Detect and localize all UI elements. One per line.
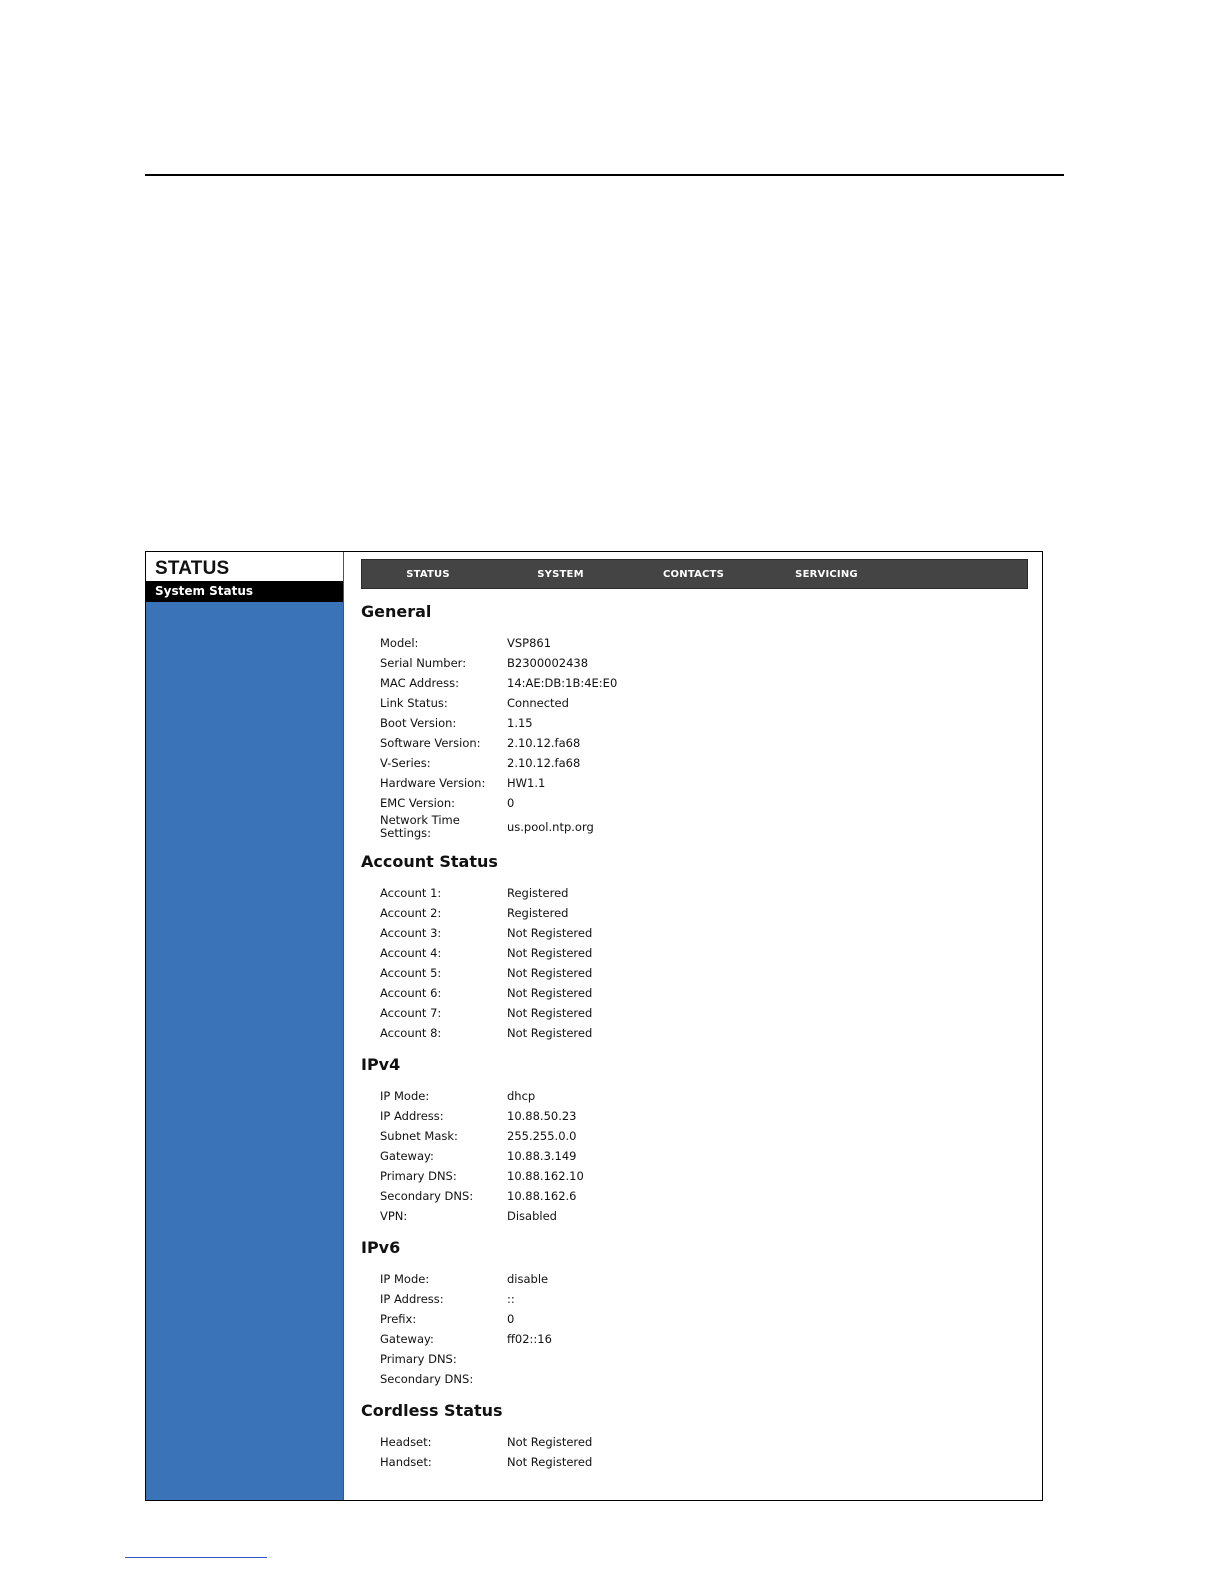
info-row-ipv6-secondary-dns: [380, 1369, 1042, 1389]
row-label: Gateway:: [380, 1148, 434, 1163]
row-label: Primary DNS:: [380, 1168, 457, 1183]
section-title-ipv6: IPv6: [361, 1238, 401, 1257]
row-value: ::: [507, 1292, 515, 1306]
section-account-status: [361, 852, 1042, 1043]
info-row-account-8: [380, 1023, 1042, 1043]
row-value: Not Registered: [507, 1455, 593, 1469]
info-row-ipv4-primary-dns: [380, 1166, 1042, 1186]
row-label: MAC Address:: [380, 675, 459, 690]
info-row-ipv4-gateway: [380, 1146, 1042, 1166]
info-row-headset: [380, 1432, 1042, 1452]
info-row-link-status: [380, 693, 1042, 713]
row-value: 0: [507, 796, 515, 810]
row-label: Account 3:: [380, 925, 442, 940]
info-row-ipv6-primary-dns: [380, 1349, 1042, 1369]
web-ui-screenshot: [145, 551, 1043, 1501]
info-row-mac-address: [380, 673, 1042, 693]
row-value: dhcp: [507, 1089, 536, 1103]
row-label: [380, 814, 507, 840]
page-header-rule: [145, 174, 1064, 176]
row-value: Connected: [507, 696, 569, 710]
row-label: Model:: [380, 635, 419, 650]
info-row-account-1: [380, 883, 1042, 903]
row-label: Prefix:: [380, 1311, 417, 1326]
section-ipv4: [361, 1055, 1042, 1226]
row-value: HW1.1: [507, 776, 546, 790]
row-label-line1: Network Time: [380, 812, 460, 827]
ipv4-rows: [380, 1086, 1042, 1226]
info-row-software-version: [380, 733, 1042, 753]
row-value: Not Registered: [507, 926, 593, 940]
ipv6-rows: [380, 1269, 1042, 1389]
sidebar: [146, 552, 344, 1500]
info-row-ipv4-vpn: [380, 1206, 1042, 1226]
row-value: Disabled: [507, 1209, 557, 1223]
row-label: Account 8:: [380, 1025, 442, 1040]
row-label: VPN:: [380, 1208, 408, 1223]
info-row-v-series: [380, 753, 1042, 773]
row-value: B2300002438: [507, 656, 589, 670]
row-value: ff02::16: [507, 1332, 552, 1346]
row-value: us.pool.ntp.org: [507, 819, 594, 834]
info-row-network-time-settings: [380, 813, 1042, 840]
info-row-ipv6-prefix: [380, 1309, 1042, 1329]
row-label: Handset:: [380, 1454, 432, 1469]
row-value: VSP861: [507, 636, 552, 650]
row-value: 10.88.3.149: [507, 1149, 577, 1163]
info-row-serial-number: [380, 653, 1042, 673]
row-label: Link Status:: [380, 695, 448, 710]
row-value: 2.10.12.fa68: [507, 756, 581, 770]
row-value: Not Registered: [507, 966, 593, 980]
row-label: Headset:: [380, 1434, 432, 1449]
row-label: V-Series:: [380, 755, 431, 770]
row-value: 1.15: [507, 716, 533, 730]
row-value: disable: [507, 1272, 549, 1286]
section-ipv6: [361, 1238, 1042, 1389]
info-row-ipv4-ip-mode: [380, 1086, 1042, 1106]
info-row-account-6: [380, 983, 1042, 1003]
top-nav: [361, 559, 1028, 589]
main-content: [344, 552, 1042, 1500]
info-row-ipv4-ip-address: [380, 1106, 1042, 1126]
sidebar-title: STATUS: [146, 552, 343, 581]
row-label-line2: Settings:: [380, 825, 432, 840]
row-value: Registered: [507, 886, 569, 900]
row-value: Not Registered: [507, 1006, 593, 1020]
tab-system[interactable]: SYSTEM: [537, 568, 584, 580]
info-row-account-3: [380, 923, 1042, 943]
row-label: Hardware Version:: [380, 775, 486, 790]
row-label: Gateway:: [380, 1331, 434, 1346]
row-value: Not Registered: [507, 946, 593, 960]
row-label: Secondary DNS:: [380, 1188, 474, 1203]
info-row-hardware-version: [380, 773, 1042, 793]
tab-contacts[interactable]: CONTACTS: [663, 568, 724, 580]
info-row-account-7: [380, 1003, 1042, 1023]
sidebar-item-system-status[interactable]: System Status: [146, 581, 343, 602]
row-value: Not Registered: [507, 986, 593, 1000]
tab-status[interactable]: STATUS: [406, 568, 450, 580]
row-label: Primary DNS:: [380, 1351, 457, 1366]
row-label: IP Mode:: [380, 1088, 430, 1103]
section-title-account-status: Account Status: [361, 852, 498, 871]
row-value: 10.88.162.10: [507, 1169, 584, 1183]
row-label: Account 4:: [380, 945, 442, 960]
row-label: Account 2:: [380, 905, 442, 920]
row-label: Serial Number:: [380, 655, 467, 670]
info-row-ipv4-secondary-dns: [380, 1186, 1042, 1206]
row-label: Account 5:: [380, 965, 442, 980]
row-value: 2.10.12.fa68: [507, 736, 581, 750]
tab-servicing[interactable]: SERVICING: [795, 568, 858, 580]
info-row-account-4: [380, 943, 1042, 963]
row-value: 0: [507, 1312, 515, 1326]
section-cordless-status: [361, 1401, 1042, 1472]
row-label: Account 7:: [380, 1005, 442, 1020]
info-row-emc-version: [380, 793, 1042, 813]
info-row-account-2: [380, 903, 1042, 923]
row-label: IP Address:: [380, 1108, 444, 1123]
row-value: 10.88.50.23: [507, 1109, 577, 1123]
row-label: Secondary DNS:: [380, 1371, 474, 1386]
info-row-boot-version: [380, 713, 1042, 733]
cordless-rows: [380, 1432, 1042, 1472]
row-value: 14:AE:DB:1B:4E:E0: [507, 676, 618, 690]
info-row-ipv6-ip-address: [380, 1289, 1042, 1309]
row-label: IP Mode:: [380, 1271, 430, 1286]
info-row-model: [380, 633, 1042, 653]
info-row-ipv6-ip-mode: [380, 1269, 1042, 1289]
info-row-ipv4-subnet-mask: [380, 1126, 1042, 1146]
row-value: Registered: [507, 906, 569, 920]
info-row-account-5: [380, 963, 1042, 983]
section-title-ipv4: IPv4: [361, 1055, 401, 1074]
row-value: Not Registered: [507, 1435, 593, 1449]
row-label: EMC Version:: [380, 795, 456, 810]
row-label: Account 6:: [380, 985, 442, 1000]
row-label: Account 1:: [380, 885, 442, 900]
row-label: Subnet Mask:: [380, 1128, 458, 1143]
account-rows: [380, 883, 1042, 1043]
row-value: Not Registered: [507, 1026, 593, 1040]
row-value: 255.255.0.0: [507, 1129, 577, 1143]
general-rows: [380, 633, 1042, 840]
section-title-general: General: [361, 602, 432, 621]
footer-link-underline[interactable]: [125, 1557, 267, 1558]
row-label: Software Version:: [380, 735, 481, 750]
row-label: IP Address:: [380, 1291, 444, 1306]
section-general: [361, 602, 1042, 840]
section-title-cordless-status: Cordless Status: [361, 1401, 503, 1420]
row-value: 10.88.162.6: [507, 1189, 577, 1203]
row-label: Boot Version:: [380, 715, 457, 730]
info-row-handset: [380, 1452, 1042, 1472]
info-row-ipv6-gateway: [380, 1329, 1042, 1349]
